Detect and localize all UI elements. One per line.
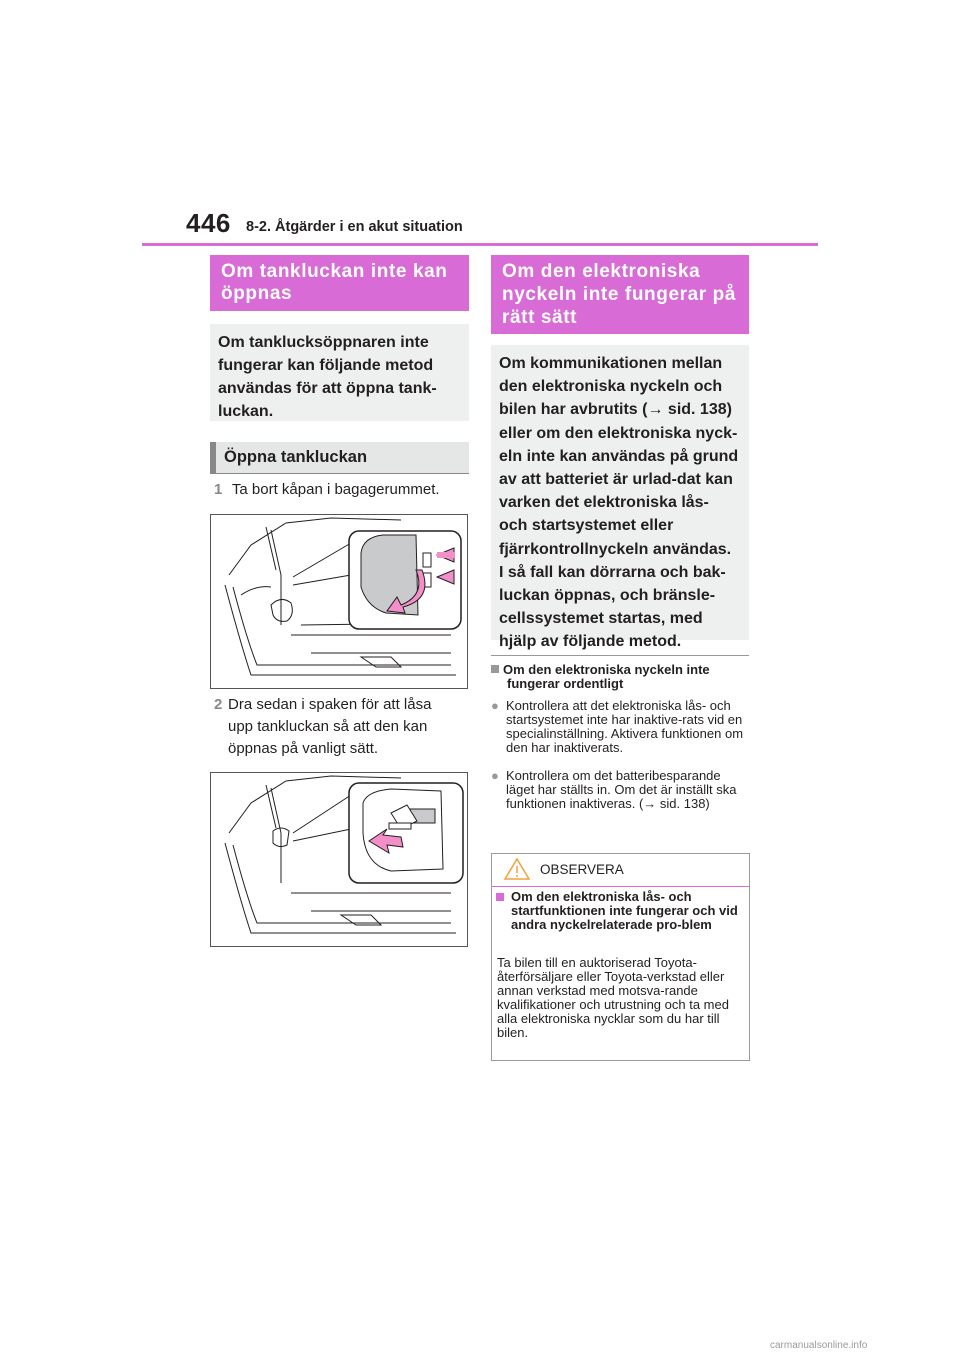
step-number: 2: [214, 696, 223, 713]
left-heading-text: Om tankluckan inte kan öppnas: [221, 261, 448, 304]
observera-heading: [496, 890, 742, 932]
bullet-text: Kontrollera om det batteribesparande läget har ställts in. Om det är inställt ska funktionen inaktiveras. (→ sid. 138): [506, 768, 737, 811]
right-heading: [491, 255, 749, 334]
step-text: Dra sedan i spaken för att låsa upp tankluckan så att den kan öppnas på vanligt sätt.: [228, 696, 432, 757]
step-text: Ta bort kåpan i bagagerummet.: [231, 481, 440, 498]
bullet-item-1: [491, 699, 749, 755]
fuel-lever-drawing: [211, 773, 467, 946]
left-heading: [210, 255, 469, 311]
page-number: 446: [186, 208, 231, 238]
left-intro-text: Om tanklucksöppnaren inte fungerar kan följande metod användas för att öppna tank-luckan.: [218, 334, 437, 420]
note-heading-text: Om den elektroniska nyckeln inte fungerar ordentligt: [503, 662, 710, 691]
bullet-item-2: [491, 769, 749, 811]
left-intro-box: [210, 324, 469, 421]
bullet-text: Kontrollera att det elektroniska lås- och startsystemet inte har inaktive-rats vid en specialinställning. Aktivera funktionen om den har inaktiverats.: [506, 698, 744, 755]
step-number: 1: [214, 481, 223, 498]
observera-title: OBSERVERA: [540, 862, 624, 877]
right-heading-text: Om den elektroniska nyckeln inte fungerar på rätt sätt: [502, 261, 737, 328]
circle-bullet-icon: ●: [491, 768, 499, 783]
footer-watermark: carmanualsonline.info: [770, 1340, 868, 1351]
observera-header: [492, 854, 749, 887]
circle-bullet-icon: ●: [491, 698, 499, 713]
warning-triangle-icon: [504, 858, 530, 880]
observera-box: [491, 853, 750, 1061]
left-subheading-text: Öppna tankluckan: [224, 448, 368, 466]
right-divider: [491, 655, 749, 656]
note-heading: [491, 663, 749, 691]
observera-body: Ta bilen till en auktoriserad Toyota-återförsäljare eller Toyota-verkstad eller annan verkstad med motsva-rande kvalifikationer och utrustning och ta med alla elektroniska nycklar som du har till bilen.: [497, 955, 729, 1040]
step-1: [214, 479, 470, 501]
left-subheading: [210, 442, 469, 474]
right-intro-text: Om kommunikationen mellan den elektroniska nyckeln och bilen har avbrutits (→ sid. 138) eller om den elektroniska nyck-eln inte kan användas på grund av att batteriet är urlad-dat kan varken det elektroniska lås- och startsystemet eller fjärrkontrollnyckeln användas. I så fall kan dörrarna och bak-luckan öppnas, och bränsle-cellssystemet startas, med hjälp av följande metod.: [499, 355, 739, 651]
header-divider: [142, 243, 818, 246]
trunk-cover-drawing: [211, 515, 467, 688]
square-bullet-icon: [491, 665, 499, 673]
step-2: [214, 694, 470, 760]
right-intro-box: [491, 345, 749, 651]
section-title: 8-2. Åtgärder i en akut situation: [246, 219, 463, 235]
square-bullet-icon: [496, 893, 504, 901]
fuel-lever-illustration: [210, 772, 468, 947]
observera-heading-text: Om den elektroniska lås- och startfunktionen inte fungerar och vid andra nyckelrelaterade pro-blem: [511, 889, 738, 932]
trunk-cover-illustration: [210, 514, 468, 689]
